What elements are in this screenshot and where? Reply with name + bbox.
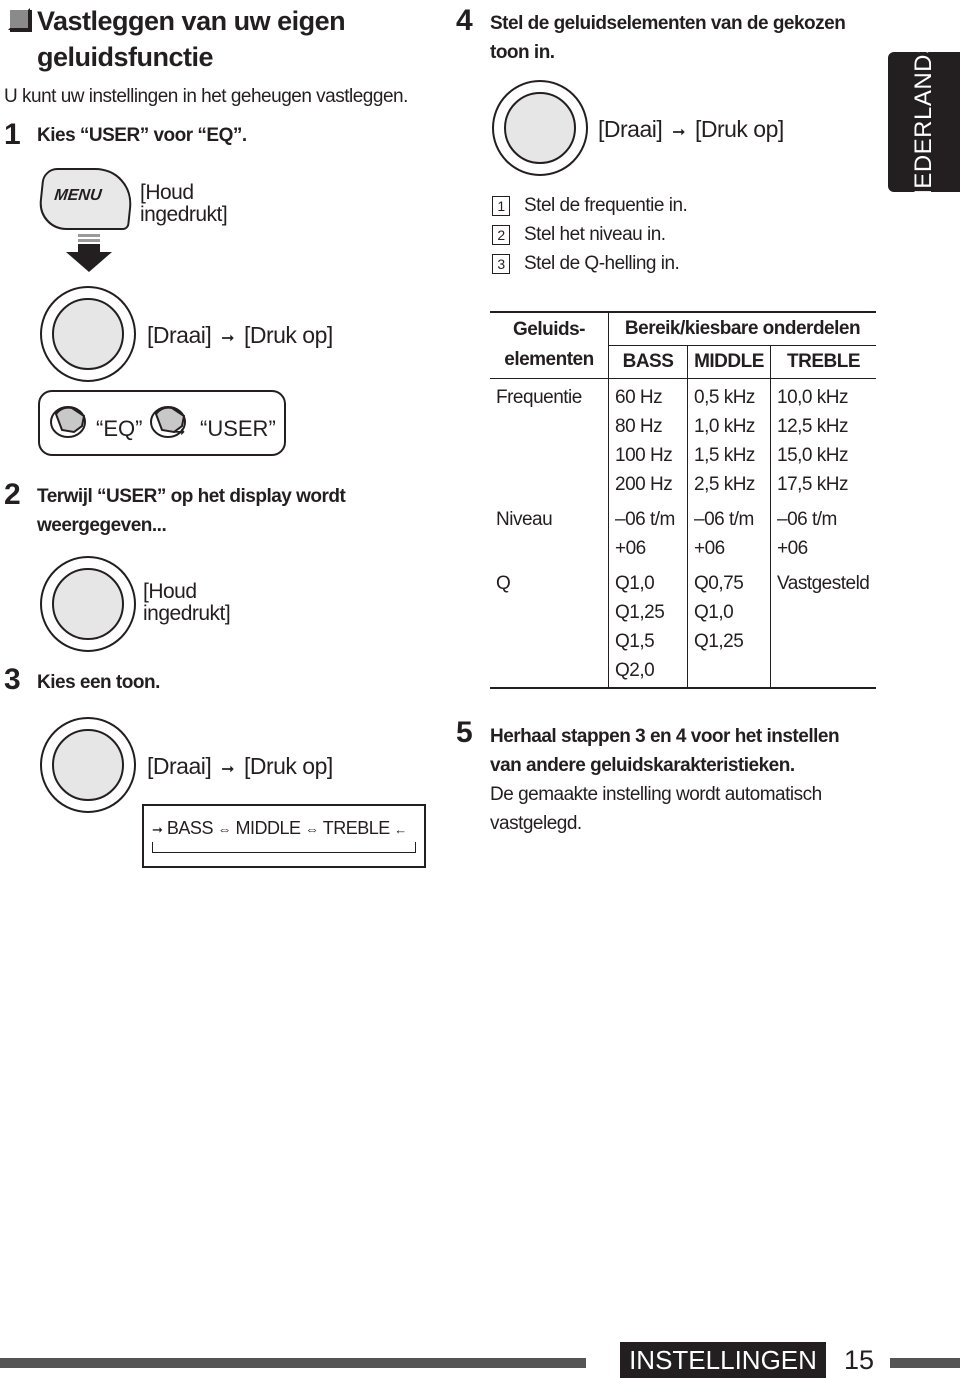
cycle-treble: TREBLE	[322, 818, 390, 838]
step-2-line-2: weergegeven...	[37, 515, 167, 536]
control-dial-3[interactable]	[40, 717, 136, 813]
substep-1	[492, 191, 687, 220]
footer-bar-left	[0, 1358, 586, 1368]
turn-press-label-1	[147, 322, 333, 352]
title-line-2: geluidsfunctie	[37, 42, 214, 72]
step-2-number: 2	[4, 478, 21, 511]
down-arrow-icon	[64, 232, 114, 274]
footer-bar-right	[890, 1358, 960, 1368]
user-label: “USER”	[200, 416, 276, 441]
language-tab	[888, 37, 960, 207]
table-row	[490, 501, 876, 565]
cell-value: 2,5 kHz	[694, 474, 755, 495]
cell-treble	[771, 379, 877, 502]
cell-value: Q1,0	[694, 602, 734, 623]
header-elements	[490, 312, 609, 379]
cell-value: Q2,0	[615, 660, 655, 681]
substep-3-number: 3	[492, 254, 510, 274]
step-2-text	[37, 482, 345, 540]
left-right-arrow-icon: ⇔	[305, 821, 319, 837]
cell-bass	[609, 565, 688, 688]
press-label-1: [Druk op]	[243, 322, 333, 348]
footer-section-tab	[620, 1342, 826, 1378]
footer-section-label: INSTELLINGEN	[629, 1345, 817, 1375]
header-bass: BASS	[609, 346, 688, 379]
control-dial-1[interactable]	[40, 286, 136, 382]
menu-button[interactable]	[37, 168, 136, 230]
step-5-line-1: Herhaal stappen 3 en 4 voor het instellen	[490, 726, 840, 747]
turn-label-1: [Draai]	[147, 322, 212, 348]
step-5-line-2: van andere geluidskarakteristieken.	[490, 755, 795, 776]
intro-text: U kunt uw instellingen in het geheugen vastleggen.	[4, 86, 408, 107]
substep-1-text: Stel de frequentie in.	[524, 195, 688, 216]
cell-value: 0,5 kHz	[694, 387, 755, 408]
eq-label: “EQ”	[96, 416, 143, 441]
row-label: Frequentie	[496, 387, 582, 408]
step-4-line-1: Stel de geluidselementen van de gekozen	[490, 13, 846, 34]
cell-value: 100 Hz	[615, 445, 673, 466]
hold-label-2-line2: ingedrukt]	[143, 602, 231, 625]
header-treble: TREBLE	[771, 346, 877, 379]
step-5-text	[490, 722, 839, 838]
turn-press-label-4	[598, 116, 784, 146]
left-arrow-icon: ←	[394, 822, 407, 837]
cell-value: –06 t/m	[777, 509, 837, 530]
table-body	[490, 379, 876, 689]
turn-press-label-3	[147, 753, 333, 783]
header-elements-line2: elementen	[504, 349, 594, 370]
cell-treble	[771, 565, 877, 688]
cell-bass	[609, 501, 688, 565]
cycle-middle: MIDDLE	[235, 818, 301, 838]
title-line-1: Vastleggen van uw eigen	[37, 6, 346, 36]
cell-value: 10,0 kHz	[777, 387, 848, 408]
right-arrow-icon: ➞	[172, 424, 186, 441]
cell-value: Vastgesteld	[777, 573, 870, 594]
cell-value: 17,5 kHz	[777, 474, 848, 495]
row-label: Q	[496, 573, 511, 594]
cell-value: +06	[694, 538, 725, 559]
spec-table	[490, 311, 876, 689]
hold-label-1-line2: ingedrukt]	[140, 203, 228, 226]
cell-value: 200 Hz	[615, 474, 673, 495]
cell-value: 15,0 kHz	[777, 445, 848, 466]
right-arrow-icon: ➞	[221, 761, 235, 778]
left-right-arrow-icon: ⇔	[217, 821, 231, 837]
sound-elements-table	[490, 311, 876, 689]
substep-2-text: Stel het niveau in.	[524, 224, 666, 245]
right-arrow-icon: ➞	[152, 822, 163, 837]
substep-1-number: 1	[492, 196, 510, 216]
control-dial-4[interactable]	[492, 80, 588, 176]
step-5-number: 5	[456, 716, 473, 749]
row-label: Niveau	[496, 509, 553, 530]
substep-2	[492, 220, 687, 249]
right-arrow-icon: ➞	[221, 330, 235, 347]
table-row	[490, 379, 876, 502]
step-4-line-2: toon in.	[490, 42, 555, 63]
turn-label-3: [Draai]	[147, 753, 212, 779]
language-tab-label: NEDERLANDS	[910, 37, 937, 207]
cell-value: Q1,0	[615, 573, 655, 594]
menu-button-label: MENU	[53, 187, 103, 204]
cell-value: +06	[615, 538, 646, 559]
table-header-row-1	[490, 312, 876, 346]
step-3-text: Kies een toon.	[37, 672, 160, 693]
substep-3	[492, 249, 687, 278]
header-middle: MIDDLE	[688, 346, 771, 379]
section-title	[37, 3, 345, 75]
step-1-text: Kies “USER” voor “EQ”.	[37, 125, 247, 146]
cell-middle	[688, 501, 771, 565]
header-elements-line1: Geluids-	[512, 319, 585, 340]
eq-user-display	[38, 390, 286, 456]
substep-2-number: 2	[492, 225, 510, 245]
step-5-line-3: De gemaakte instelling wordt automatisch	[490, 784, 822, 805]
cell-value: 1,0 kHz	[694, 416, 755, 437]
press-label-4: [Druk op]	[694, 116, 784, 142]
cell-value: Q0,75	[694, 573, 744, 594]
step-1-number: 1	[4, 118, 21, 151]
press-label-3: [Druk op]	[243, 753, 333, 779]
tone-cycle-box	[142, 804, 426, 868]
cell-value: 60 Hz	[615, 387, 663, 408]
cell-bass	[609, 379, 688, 502]
hand-turn-icon	[48, 402, 92, 440]
control-dial-2[interactable]	[40, 556, 136, 652]
cell-value: Q1,25	[615, 602, 665, 623]
cycle-bass: BASS	[166, 818, 213, 838]
step-4-number: 4	[456, 4, 473, 37]
cycle-row	[152, 816, 416, 842]
turn-label-4: [Draai]	[598, 116, 663, 142]
header-range: Bereik/kiesbare onderdelen	[609, 312, 877, 346]
cell-middle	[688, 379, 771, 502]
hold-label-1	[140, 182, 227, 226]
cell-value: 1,5 kHz	[694, 445, 755, 466]
cell-value: +06	[777, 538, 808, 559]
hold-label-1-line1: [Houd	[140, 181, 194, 204]
cell-value: –06 t/m	[694, 509, 754, 530]
step-3-number: 3	[4, 663, 21, 696]
cell-value: 12,5 kHz	[777, 416, 848, 437]
hold-label-2	[143, 581, 230, 625]
table-row	[490, 565, 876, 688]
cell-value: Q1,5	[615, 631, 655, 652]
substeps-list	[492, 191, 687, 278]
step-5-line-4: vastgelegd.	[490, 813, 582, 834]
step-4-text	[490, 9, 845, 67]
hold-label-2-line1: [Houd	[143, 580, 197, 603]
substep-3-text: Stel de Q-helling in.	[524, 253, 680, 274]
cell-treble	[771, 501, 877, 565]
cell-middle	[688, 565, 771, 688]
page-number: 15	[844, 1345, 875, 1375]
step-2-line-1: Terwijl “USER” op het display wordt	[37, 486, 346, 507]
cell-value: Q1,25	[694, 631, 744, 652]
right-arrow-icon: ➞	[672, 124, 686, 141]
cell-value: –06 t/m	[615, 509, 675, 530]
cell-value: 80 Hz	[615, 416, 663, 437]
title-bullet-icon	[8, 8, 30, 30]
